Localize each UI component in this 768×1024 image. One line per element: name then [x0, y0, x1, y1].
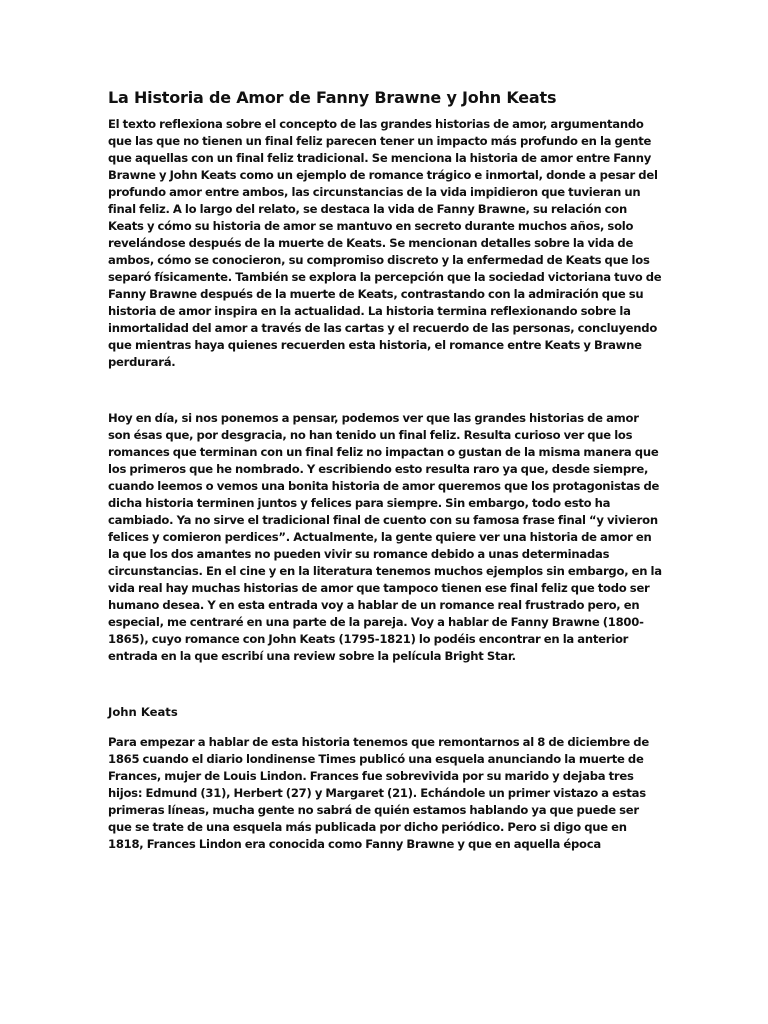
- paragraph-spacer: [108, 371, 664, 410]
- document-page: [108, 86, 664, 853]
- section-paragraph: Para empezar a hablar de esta historia tenemos que remontarnos al 8 de diciembre de 1865 cuando el diario londinense Times publicó una esquela anunciando la muerte de Frances, mujer de Louis Lindon. Frances fue sobrevivida por su marido y dejaba tres hijos: Edmund (31), Herbert (27) y Margaret (21). Echándole un primer vistazo a estas primeras líneas, mucha gente no sabrá de quién estamos hablando ya que puede ser que se trate de una esquela más publicada por dicho periódico. Pero si digo que en 1818, Frances Lindon era conocida como Fanny Brawne y que en aquella época: [108, 735, 649, 851]
- intro-paragraph: Hoy en día, si nos ponemos a pensar, podemos ver que las grandes historias de amor son ésas que, por desgracia, no han tenido un final feliz. Resulta curioso ver que los romances que terminan con un final feliz no impactan o gustan de la misma manera que los primeros que he nombrado. Y escribiendo esto resulta raro ya que, desde siempre, cuando leemos o vemos una bonita historia de amor queremos que los protagonistas de dicha historia terminen juntos y felices para siempre. Sin embargo, todo esto ha cambiado. Ya no sirve el tradicional final de cuento con su famosa frase final “y vivieron felices y comieron perdices”. Actualmente, la gente quiere ver una historia de amor en la que los dos amantes no pueden vivir su romance debido a unas determinadas circunstancias. En el cine y en la literatura tenemos muchos ejemplos sin embargo, en la vida real hay muchas historias de amor que tampoco tienen ese final feliz que todo ser humano desea. Y en esta entrada voy a hablar de un romance real frustrado pero, en especial, me centraré en una parte de la pareja. Voy a hablar de Fanny Brawne (1800-1865), cuyo romance con John Keats (1795-1821) lo podéis encontrar en la anterior entrada en la que escribí una review sobre la película Bright Star.: [108, 411, 662, 663]
- document-title: La Historia de Amor de Fanny Brawne y John Keats: [108, 88, 557, 107]
- section-heading: John Keats: [108, 705, 178, 719]
- paragraph-spacer: [108, 665, 664, 704]
- summary-paragraph: El texto reflexiona sobre el concepto de las grandes historias de amor, argumentando que las que no tienen un final feliz parecen tener un impacto más profundo en la gente que aquellas con un final feliz tradicional. Se menciona la historia de amor entre Fanny Brawne y John Keats como un ejemplo de romance trágico e inmortal, donde a pesar del profundo amor entre ambos, las circunstancias de la vida impidieron que tuvieran un final feliz. A lo largo del relato, se destaca la vida de Fanny Brawne, su relación con Keats y cómo su historia de amor se mantuvo en secreto durante muchos años, solo revelándose después de la muerte de Keats. Se mencionan detalles sobre la vida de ambos, cómo se conocieron, su compromiso discreto y la enfermedad de Keats que los separó físicamente. También se explora la percepción que la sociedad victoriana tuvo de Fanny Brawne después de la muerte de Keats, contrastando con la admiración que su historia de amor inspira en la actualidad. La historia termina reflexionando sobre la inmortalidad del amor a través de las cartas y el recuerdo de las personas, concluyendo que mientras haya quienes recuerden esta historia, el romance entre Keats y Brawne perdurará.: [108, 117, 662, 369]
